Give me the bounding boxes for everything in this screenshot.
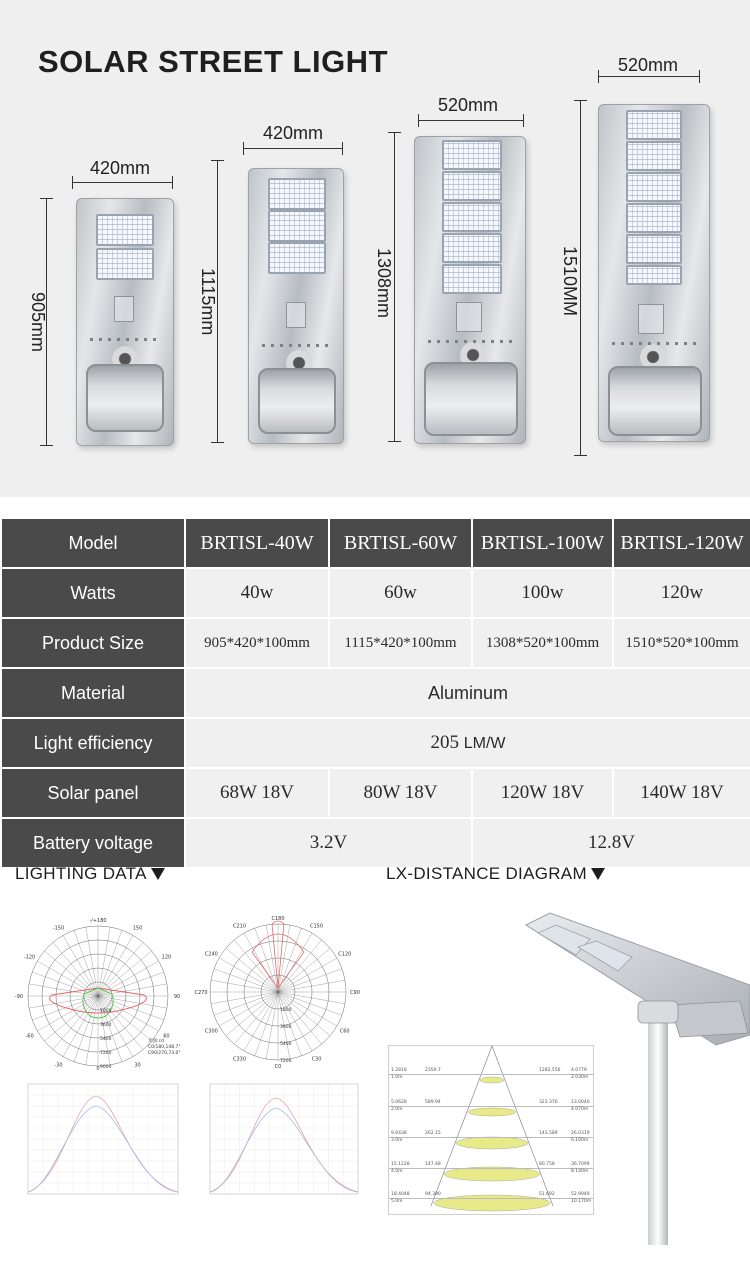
lx-ellipse xyxy=(480,1077,504,1083)
polar-radius-label: 1800 xyxy=(280,1008,292,1013)
polar-angle-label: C330 xyxy=(232,1056,247,1063)
lx-value: 2.0m xyxy=(391,1107,403,1112)
polar-radius-label: 9000 xyxy=(100,1065,112,1070)
lx-value: 26.0319 xyxy=(571,1131,590,1136)
polar-angle-label: -150 xyxy=(52,925,65,932)
lx-value: 3.0m xyxy=(391,1138,403,1143)
width-label-3: 520mm xyxy=(438,95,499,115)
battery-box xyxy=(86,364,164,432)
polar-angle-label: C300 xyxy=(204,1028,218,1035)
triangle-down-icon xyxy=(151,868,165,880)
street-light-photo xyxy=(520,905,750,1245)
polar-angle-label: -90 xyxy=(14,994,24,1000)
led-module xyxy=(626,203,682,233)
led-module xyxy=(442,202,502,232)
led-module xyxy=(268,242,326,274)
sensor-plate xyxy=(456,302,482,332)
light-curve-chart-left xyxy=(12,1080,184,1204)
table-cell: 120w xyxy=(613,568,750,618)
polar-angle-label: 90 xyxy=(173,994,181,1000)
dimension-width-1 xyxy=(72,182,173,183)
polar-top-label: C180 xyxy=(271,916,285,922)
table-cell xyxy=(185,718,750,768)
rivet-row xyxy=(90,338,160,341)
lx-value: 94.390 xyxy=(425,1192,441,1197)
lamp-image-120w xyxy=(598,104,710,442)
polar-angle-label: 30 xyxy=(134,1062,141,1069)
lx-ellipse xyxy=(456,1137,528,1149)
row-header-size: Product Size xyxy=(1,618,185,668)
polar-angle-label: C30 xyxy=(311,1056,322,1063)
polar-angle-label: C240 xyxy=(204,951,218,958)
lx-value: 323.376 xyxy=(539,1100,558,1105)
polar-angle-label: C210 xyxy=(232,923,247,930)
section-title-text: LX-DISTANCE DIAGRAM xyxy=(386,864,587,883)
lx-value: 18.4048 xyxy=(391,1192,410,1197)
dimension-height-3 xyxy=(394,132,395,442)
polar-radius-label: 5400 xyxy=(280,1042,292,1047)
polar-chart-left xyxy=(14,912,189,1072)
row-header-battery: Battery voltage xyxy=(1,818,185,868)
triangle-down-icon xyxy=(591,868,605,880)
sensor-plate xyxy=(286,302,306,328)
table-row-size xyxy=(1,618,750,668)
height-label-4: 1510MM xyxy=(560,246,580,317)
polar-angle-label: -120 xyxy=(23,954,36,961)
hero-title: SOLAR STREET LIGHT xyxy=(38,44,388,79)
battery-box xyxy=(608,366,702,436)
lx-value: 36.7099 xyxy=(571,1162,590,1167)
table-cell: 100w xyxy=(472,568,613,618)
mount-bracket xyxy=(638,1001,678,1023)
polar-radius-label: 1800 xyxy=(100,1009,112,1014)
table-row-material xyxy=(1,668,750,718)
polar-angle-label: C150 xyxy=(309,923,324,930)
hero-section xyxy=(0,0,750,497)
polar-chart-right xyxy=(194,912,364,1072)
polar-angle-label: -60 xyxy=(25,1033,34,1040)
lx-value: 4.0779 xyxy=(571,1068,587,1073)
table-row-battery xyxy=(1,818,750,868)
table-row-solar xyxy=(1,768,750,818)
lx-value: 51.692 xyxy=(539,1192,555,1197)
width-label-1: 420mm xyxy=(90,158,151,178)
polar-legend-c90: C90/270,73.0° xyxy=(148,1051,181,1056)
rivet-row xyxy=(262,344,332,347)
led-module xyxy=(626,110,682,140)
polar-grid xyxy=(210,924,346,1060)
rivet-row xyxy=(428,340,512,343)
led-module xyxy=(268,210,326,242)
polar-angle-label: C270 xyxy=(194,990,208,996)
lx-value: 147.48 xyxy=(425,1162,441,1167)
table-cell: Aluminum xyxy=(185,668,750,718)
row-header-material: Material xyxy=(1,668,185,718)
polar-legend-title: 光强:cd xyxy=(148,1039,164,1044)
sensor-plate xyxy=(638,304,664,334)
led-module xyxy=(626,265,682,285)
lx-value: 8.140m xyxy=(571,1169,589,1174)
lx-value: 13.0040 xyxy=(571,1100,590,1105)
led-module xyxy=(626,234,682,264)
table-cell: 140W 18V xyxy=(613,768,750,818)
model-name: BRTISL-100W xyxy=(472,518,613,568)
height-label-3: 1308mm xyxy=(374,248,394,319)
battery-box xyxy=(670,1001,748,1037)
polar-bottom-label: 0 xyxy=(96,1066,100,1072)
height-label-1: 905mm xyxy=(28,292,48,353)
battery-box xyxy=(424,362,518,436)
polar-angle-label: -30 xyxy=(54,1062,63,1069)
dimension-width-4 xyxy=(598,76,700,77)
table-cell: 1308*520*100mm xyxy=(472,618,613,668)
dimension-width-2 xyxy=(243,148,343,149)
polar-angle-label: C90 xyxy=(350,990,360,996)
polar-radius-label: 3600 xyxy=(280,1025,292,1030)
led-module xyxy=(626,172,682,202)
led-module xyxy=(442,171,502,201)
table-cell: 80W 18V xyxy=(329,768,472,818)
lx-value: 15.1228 xyxy=(391,1162,410,1167)
lx-value: 9.6438 xyxy=(391,1131,407,1136)
table-row-model xyxy=(1,518,750,568)
lx-value: 10.170m xyxy=(571,1199,592,1204)
table-row-efficiency xyxy=(1,718,750,768)
polar-bottom-label: C0 xyxy=(274,1064,282,1070)
dimension-width-3 xyxy=(418,120,524,121)
led-module xyxy=(626,141,682,171)
section-title-text: LIGHTING DATA xyxy=(15,864,147,883)
row-header-model: Model xyxy=(1,518,185,568)
battery-box xyxy=(258,368,336,434)
pole xyxy=(648,1015,668,1245)
efficiency-value: 205 xyxy=(430,732,459,753)
width-label-2: 420mm xyxy=(263,123,324,143)
led-module xyxy=(442,140,502,170)
table-cell: 905*420*100mm xyxy=(185,618,329,668)
led-module xyxy=(442,264,502,294)
lx-value: 5.0628 xyxy=(391,1100,407,1105)
lx-value: 52.9949 xyxy=(571,1192,590,1197)
led-module xyxy=(96,214,154,246)
table-cell: 1115*420*100mm xyxy=(329,618,472,668)
height-label-2: 1115mm xyxy=(198,268,218,336)
section-title-lx-diagram xyxy=(386,864,605,884)
model-name: BRTISL-40W xyxy=(185,518,329,568)
table-cell: 120W 18V xyxy=(472,768,613,818)
polar-angle-label: 150 xyxy=(132,925,143,932)
table-cell: 1510*520*100mm xyxy=(613,618,750,668)
light-curve-chart-right xyxy=(194,1080,364,1204)
lx-value: 262.15 xyxy=(425,1131,441,1136)
polar-radius-label: 7200 xyxy=(280,1059,292,1064)
lamp-image-60w xyxy=(248,168,344,444)
model-name: BRTISL-60W xyxy=(329,518,472,568)
table-cell: 3.2V xyxy=(185,818,472,868)
lamp-image-40w xyxy=(76,198,174,446)
efficiency-unit: LM/W xyxy=(463,735,506,752)
polar-legend-c0: C0/180,148.7° xyxy=(148,1045,181,1050)
polar-angle-label: C120 xyxy=(338,951,352,958)
led-module xyxy=(268,178,326,210)
spec-table xyxy=(0,517,750,869)
row-header-solar: Solar panel xyxy=(1,768,185,818)
table-cell: 68W 18V xyxy=(185,768,329,818)
polar-radius-label: 3600 xyxy=(100,1023,112,1028)
table-cell: 60w xyxy=(329,568,472,618)
row-header-watts: Watts xyxy=(1,568,185,618)
lx-value: 4.0m xyxy=(391,1169,403,1174)
row-header-efficiency: Light efficiency xyxy=(1,718,185,768)
led-module xyxy=(96,248,154,280)
polar-angle-label: C60 xyxy=(339,1028,350,1035)
lx-value: 143.589 xyxy=(539,1131,558,1136)
lx-value: 1.0m xyxy=(391,1075,403,1080)
section-title-lighting-data xyxy=(15,864,165,884)
lx-value: 2359.7 xyxy=(425,1068,441,1073)
polar-angle-label: 120 xyxy=(161,954,172,961)
dimension-height-4 xyxy=(580,100,581,456)
table-cell: 40w xyxy=(185,568,329,618)
width-label-4: 520mm xyxy=(618,55,679,75)
polar-radius-label: 5400 xyxy=(100,1037,112,1042)
sensor-plate xyxy=(114,296,134,322)
table-cell: 12.8V xyxy=(472,818,750,868)
rivet-row xyxy=(612,342,696,345)
table-row-watts xyxy=(1,568,750,618)
lx-value: 5.0m xyxy=(391,1199,403,1204)
model-name: BRTISL-120W xyxy=(613,518,750,568)
lx-value: 1.2818 xyxy=(391,1068,407,1073)
lx-value: 2.030m xyxy=(571,1075,589,1080)
polar-radius-label: 7200 xyxy=(100,1051,112,1056)
led-module xyxy=(442,233,502,263)
lamp-image-100w xyxy=(414,136,526,444)
lx-value: 4.070m xyxy=(571,1107,589,1112)
lx-ellipse xyxy=(468,1108,516,1116)
lx-value: 589.94 xyxy=(425,1100,441,1105)
lx-value: 80.758 xyxy=(539,1162,555,1167)
polar-angle-label: 60 xyxy=(163,1033,170,1040)
lx-value: 6.100m xyxy=(571,1138,589,1143)
lx-value: 1282.556 xyxy=(539,1068,561,1073)
polar-top-label: -/+180 xyxy=(89,918,107,924)
